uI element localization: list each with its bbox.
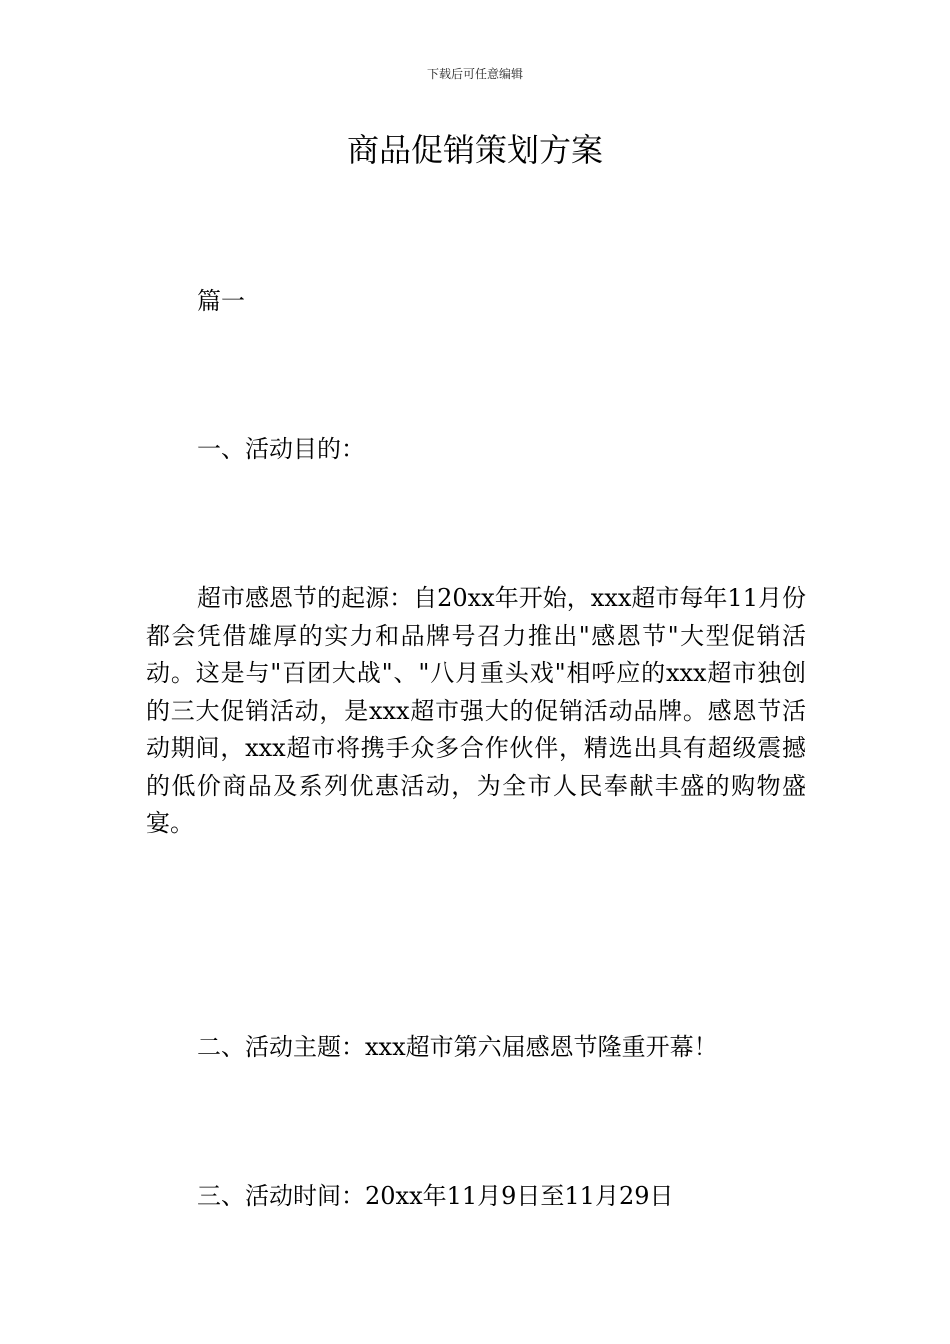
section-heading-time: 三、活动时间：20xx年11月9日至11月29日: [197, 1182, 674, 1210]
section-body-origin: 超市感恩节的起源：自20xx年开始，xxx超市每年11月份都会凭借雄厚的实力和品牌号召力推出"感恩节"大型促销活动。这是与"百团大战"、"八月重头戏"相呼应的xxx超市独创的三大促销活动，是xxx超市强大的促销活动品牌。感恩节活动期间，xxx超市将携手众多合作伙伴，精选出具有超级震撼的低价商品及系列优惠活动，为全市人民奉献丰盛的购物盛宴。: [146, 584, 806, 837]
section-heading-purpose: 一、活动目的：: [197, 435, 365, 463]
part-label: 篇一: [197, 287, 245, 315]
section-heading-theme: 二、活动主题：xxx超市第六届感恩节隆重开幕！: [197, 1033, 718, 1061]
document-title: 商品促销策划方案: [346, 131, 603, 169]
header-note: 下载后可任意编辑: [426, 67, 523, 81]
